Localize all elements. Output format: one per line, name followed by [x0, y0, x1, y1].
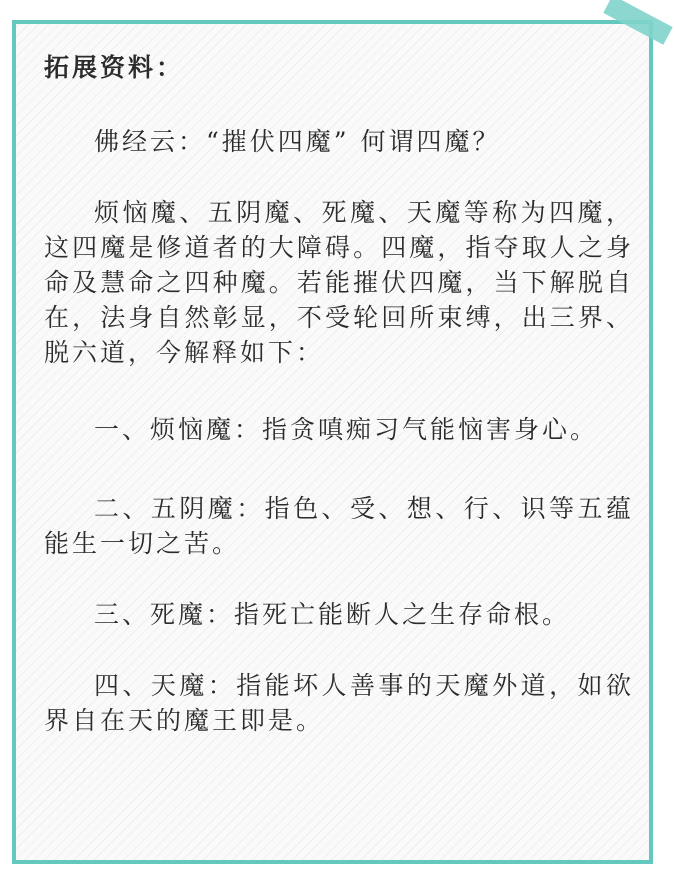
item-paragraph-3: 三、死魔：指死亡能断人之生存命根。: [94, 600, 571, 629]
item-paragraph-2: 二、五阴魔：指色、受、想、行、识等五蕴能生一切之苦。: [44, 494, 634, 558]
intro-paragraph: 烦恼魔、五阴魔、死魔、天魔等称为四魔，这四魔是修道者的大障碍。四魔，指夺取人之身命及慧命之四种魔。若能摧伏四魔，当下解脱自在，法身自然彰显，不受轮回所束缚，出三界、脱六道，今解释如下：: [44, 198, 634, 367]
question-paragraph: 佛经云：“摧伏四魔” 何谓四魔？: [94, 127, 501, 156]
item-paragraph-1: 一、烦恼魔：指贪嗔痴习气能恼害身心。: [94, 415, 599, 444]
content-card: [12, 20, 653, 864]
item-paragraph-4: 四、天魔：指能坏人善事的天魔外道，如欲界自在天的魔王即是。: [44, 671, 634, 735]
article-body: [44, 48, 634, 738]
section-heading: 拓展资料：: [44, 53, 185, 82]
